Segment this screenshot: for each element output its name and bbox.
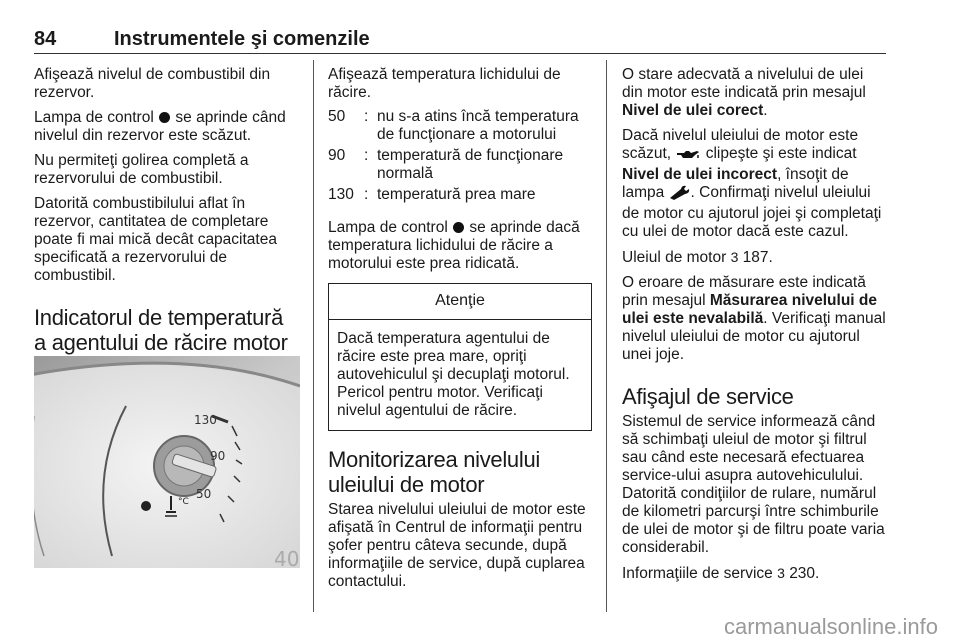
temp-description: nu s-a atins încă temperatura de funcţionare a motorului	[377, 108, 579, 143]
temp-value: 130	[328, 186, 354, 203]
service-info-reference-page: 230.	[789, 565, 820, 582]
coolant-display-text: Afişează temperatura lichidului de răcire.	[328, 66, 561, 101]
temp-value: 90	[328, 147, 346, 164]
service-info-reference-label: Informaţiile de service	[622, 565, 773, 582]
wrench-icon	[669, 185, 691, 205]
measurement-error-text-a: O eroare de măsurare este indicată prin mesajul	[622, 274, 866, 309]
page-title: Instrumentele şi comenzile	[114, 28, 370, 50]
column-divider-2	[606, 60, 607, 612]
table-row	[328, 108, 592, 147]
warning-box	[328, 283, 592, 431]
watermark: carmanualsonline.info	[723, 614, 938, 639]
control-lamp-icon	[453, 222, 464, 233]
column-2	[328, 66, 592, 598]
service-display-heading: Afişajul de service	[622, 384, 794, 409]
fuel-level-text: Afişează nivelul de combustibil din rezervor.	[34, 66, 271, 101]
service-display-text: Sistemul de service informează când să schimbaţi uleiul de motor şi filtrul sau când este necesară efectuarea service-ului asupra autovehiculului. Datorită condiţiilor de rulare, numărul de kilometri parcurşi între schimburile de ulei de motor şi de filtru poate varia considerabil.	[622, 413, 885, 556]
coolant-gauge-svg	[34, 356, 300, 568]
table-row	[328, 186, 592, 207]
oil-ok-text	[622, 66, 888, 120]
coolant-lamp-text-b: se aprinde dacă temperatura lichidului de răcire a motorului este prea ridicată.	[328, 219, 580, 272]
coolant-gauge-image	[34, 356, 300, 568]
fuel-empty-warning: Nu permiteţi golirea completă a rezervorului de combustibil.	[34, 152, 249, 187]
oil-monitoring-heading: Monitorizarea nivelului uleiului de motor	[328, 447, 540, 497]
page-header	[34, 28, 886, 54]
table-row	[328, 147, 592, 186]
column-divider-1	[313, 60, 314, 612]
temp-description: temperatură de funcţionare normală	[377, 147, 564, 182]
gauge-corner-number: 40	[274, 547, 300, 568]
oil-ok-message: Nivel de ulei corect	[622, 102, 764, 119]
temp-separator: :	[364, 186, 369, 203]
oil-low-text-d: . Confirmaţi nivelul uleiului de motor cu ajutorul jojei şi completaţi cu ulei de motor dacă este cazul.	[622, 184, 882, 240]
temp-value: 50	[328, 108, 346, 125]
gauge-unit-label: °C	[178, 497, 189, 507]
oil-low-text-c: , însoţit de lampa	[622, 166, 849, 201]
coolant-lamp-text-a: Lampa de control	[328, 219, 448, 236]
column-1	[34, 66, 300, 368]
oil-ok-text-end: .	[763, 102, 768, 119]
oil-low-text-a: Dacă nivelul uleiului de motor este scăzut,	[622, 127, 859, 162]
oil-monitoring-text: Starea nivelului uleiului de motor este afişată în Centrul de informaţii pentru şofer pentru câteva secunde, după informaţiile de service, după cuplarea contactului.	[328, 501, 586, 590]
coolant-lamp-text	[328, 219, 592, 273]
page-reference-arrow-icon: 3	[777, 565, 785, 581]
gauge-label-130: 130	[194, 413, 217, 427]
oil-ok-text-a: O stare adecvată a nivelului de ulei din motor este indicată prin mesajul	[622, 66, 866, 101]
service-info-reference	[622, 564, 888, 583]
measurement-error-text	[622, 274, 888, 364]
measurement-error-text-b: . Verificaţi manual nivelul uleiului de motor cu ajutorul unei joje.	[622, 310, 886, 363]
header-rule	[34, 53, 886, 54]
oil-low-text-b: clipeşte şi este indicat	[705, 145, 857, 162]
measurement-invalid-message: Măsurarea nivelului de ulei este nevalabilă	[622, 292, 877, 327]
engine-oil-reference	[622, 248, 888, 267]
gauge-label-90: 90	[210, 449, 226, 463]
warning-text: Dacă temperatura agentului de răcire este prea mare, opriţi autovehiculul şi decuplaţi motorul. Pericol pentru motor. Verificaţi nivelul agentului de răcire.	[337, 330, 570, 419]
oil-low-text	[622, 127, 888, 241]
oil-incorrect-message: Nivel de ulei incorect	[622, 166, 778, 183]
temp-description: temperatură prea mare	[377, 186, 536, 203]
warning-title: Atenţie	[329, 284, 591, 320]
temperature-table	[328, 108, 592, 207]
fuel-capacity-text: Datorită combustibilului aflat în rezervor, cantitatea de completare poate fi mai mică decât capacitatea specificată a rezervorului de combustibil.	[34, 195, 277, 284]
engine-oil-reference-page: 187.	[742, 249, 773, 266]
temperature-warning-dot	[141, 501, 151, 511]
page-reference-arrow-icon: 3	[730, 249, 739, 265]
fuel-lamp-text-b: se aprinde când nivelul din rezervor este scăzut.	[34, 109, 286, 144]
temp-separator: :	[364, 108, 369, 125]
coolant-temperature-heading: Indicatorul de temperatură a agentului de răcire motor	[34, 305, 288, 355]
column-3	[622, 66, 888, 590]
fuel-lamp-text-a: Lampa de control	[34, 109, 154, 126]
oil-can-icon	[675, 147, 701, 166]
fuel-lamp-text	[34, 109, 300, 145]
engine-oil-reference-label: Uleiul de motor	[622, 249, 727, 266]
control-lamp-icon	[159, 112, 170, 123]
gauge-label-50: 50	[196, 487, 212, 501]
page-number: 84	[34, 28, 57, 50]
temp-separator: :	[364, 147, 369, 164]
